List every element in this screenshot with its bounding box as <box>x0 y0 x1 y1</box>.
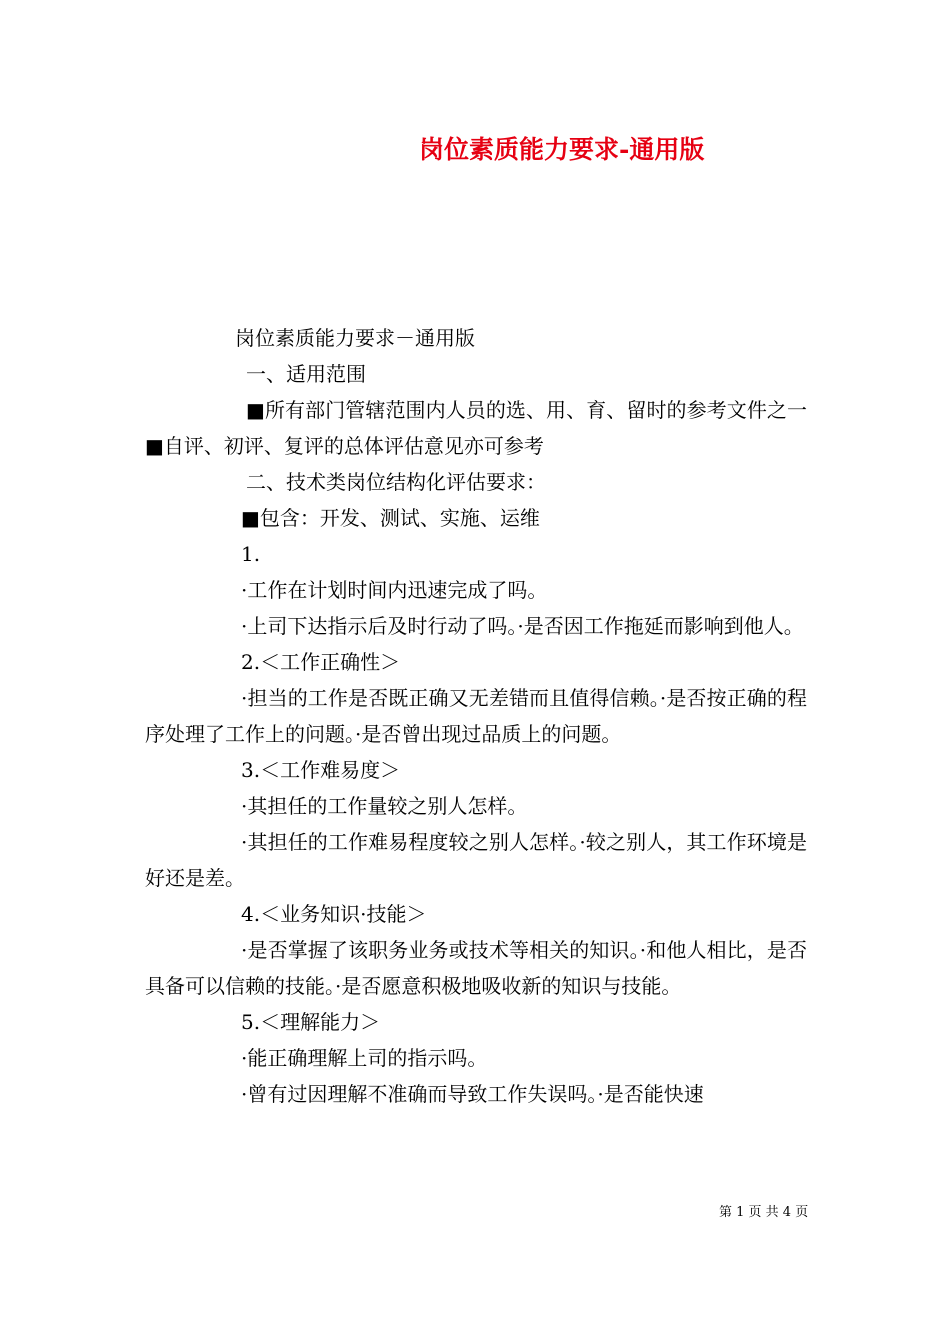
item-2-heading: 2.＜工作正确性＞ <box>241 650 401 674</box>
item-4-heading: 4.＜业务知识·技能＞ <box>241 902 427 926</box>
subtitle-paragraph: 岗位素质能力要求－通用版 <box>235 326 475 350</box>
item-3-bullet-1: ·其担任的工作量较之别人怎样。 <box>241 794 528 818</box>
page-footer: 第 1 页 共 4 页 <box>719 1205 809 1220</box>
scope-paragraph: ■所有部门管辖范围内人员的选、用、育、留时的参考文件之一■自评、初评、复评的总体评估意见亦可参考 <box>145 398 807 458</box>
item-3-heading: 3.＜工作难易度＞ <box>241 758 401 782</box>
section-heading-scope: 一、适用范围 <box>246 362 366 386</box>
item-5-bullet-2: ·曾有过因理解不准确而导致工作失误吗。·是否能快速 <box>241 1082 704 1106</box>
item-2-bullets: ·担当的工作是否既正确又无差错而且值得信赖。·是否按正确的程序处理了工作上的问题。·是否曾出现过品质上的问题。 <box>145 686 807 746</box>
item-5-bullet-1: ·能正确理解上司的指示吗。 <box>241 1046 488 1070</box>
item-3-bullet-2: ·其担任的工作难易程度较之别人怎样。·较之别人，其工作环境是好还是差。 <box>145 830 807 890</box>
technical-scope-paragraph: ■包含：开发、测试、实施、运维 <box>241 506 540 530</box>
item-4-bullets: ·是否掌握了该职务业务或技术等相关的知识。·和他人相比，是否具备可以信赖的技能。·是否愿意积极地吸收新的知识与技能。 <box>145 938 807 998</box>
page-title: 岗位素质能力要求-通用版 <box>419 135 705 164</box>
item-1-bullet-2: ·上司下达指示后及时行动了吗。·是否因工作拖延而影响到他人。 <box>241 614 804 638</box>
item-1-heading: 1. <box>241 542 261 566</box>
item-5-heading: 5.＜理解能力＞ <box>241 1010 381 1034</box>
section-heading-technical: 二、技术类岗位结构化评估要求： <box>246 470 546 494</box>
document-body <box>145 320 807 1112</box>
item-1-bullet-1: ·工作在计划时间内迅速完成了吗。 <box>241 578 548 602</box>
